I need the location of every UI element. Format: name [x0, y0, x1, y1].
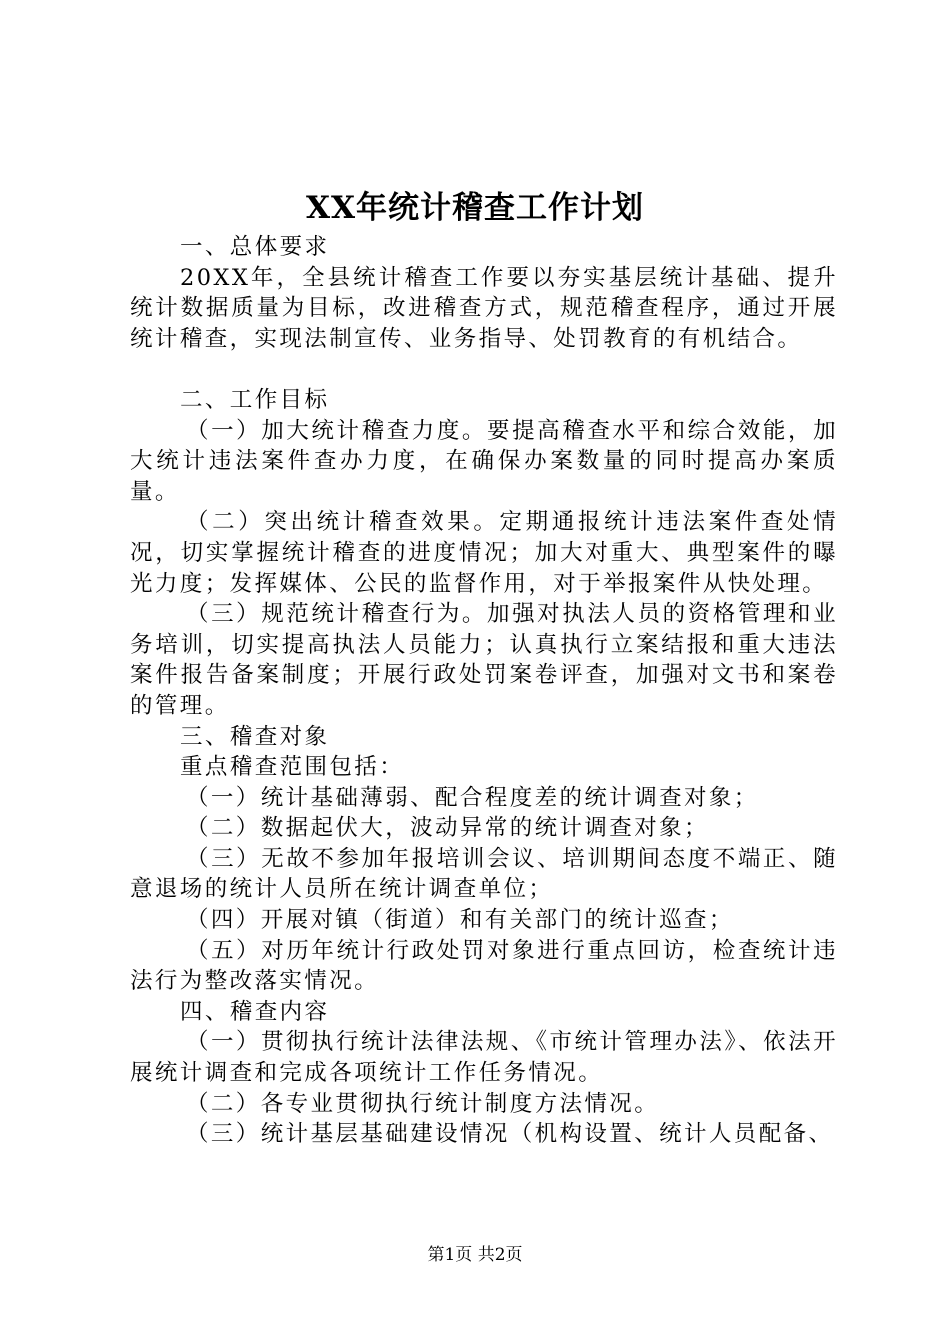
paragraph-overall-requirements: 20XX年，全县统计稽查工作要以夯实基层统计基础、提升统计数据质量为目标，改进稽查方式，规范稽查程序，通过开展统计稽查，实现法制宣传、业务指导、处罚教育的有机结合。	[130, 264, 838, 352]
list-item-target-5: （五）对历年统计行政处罚对象进行重点回访，检查统计违法行为整改落实情况。	[130, 937, 838, 995]
list-item-target-2: （二）数据起伏大，波动异常的统计调查对象；	[186, 815, 709, 842]
blank-line	[130, 354, 838, 385]
list-item-target-3: （三）无故不参加年报培训会议、培训期间态度不端正、随意退场的统计人员所在统计调查单位；	[130, 845, 838, 903]
list-item-content-1: （一）贯彻执行统计法律法规、《市统计管理办法》、依法开展统计调查和完成各项统计工作任务情况。	[130, 1029, 838, 1087]
section-heading-work-goals: 二、工作目标	[180, 386, 330, 413]
paragraph-goal-3: （三）规范统计稽查行为。加强对执法人员的资格管理和业务培训，切实提高执法人员能力；认真执行立案结报和重大违法案件报告备案制度；开展行政处罚案卷评查，加强对文书和案卷的管理。	[130, 601, 838, 719]
list-item-content-2: （二）各专业贯彻执行统计制度方法情况。	[186, 1090, 660, 1117]
list-item-content-3: （三）统计基层基础建设情况（机构设置、统计人员配备、	[186, 1121, 834, 1148]
page-title: XX年统计稽查工作计划	[305, 190, 645, 226]
paragraph-goal-1: （一）加大统计稽查力度。要提高稽查水平和综合效能，加大统计违法案件查办力度，在确保办案数量的同时提高办案质量。	[130, 417, 838, 505]
page-footer: 第1页 共2页	[427, 1245, 523, 1265]
paragraph-scope-intro: 重点稽查范围包括：	[180, 754, 405, 781]
section-heading-overall-requirements: 一、总体要求	[180, 234, 330, 260]
paragraph-goal-2: （二）突出统计稽查效果。定期通报统计违法案件查处情况，切实掌握统计稽查的进度情况；加大对重大、典型案件的曝光力度；发挥媒体、公民的监督作用，对于举报案件从快处理。	[130, 509, 838, 597]
section-heading-inspection-targets: 三、稽查对象	[180, 723, 330, 750]
list-item-target-1: （一）统计基础薄弱、配合程度差的统计调查对象；	[186, 784, 759, 811]
list-item-target-4: （四）开展对镇（街道）和有关部门的统计巡查；	[186, 907, 734, 934]
section-heading-inspection-content: 四、稽查内容	[180, 998, 330, 1025]
document-body	[130, 232, 838, 1150]
